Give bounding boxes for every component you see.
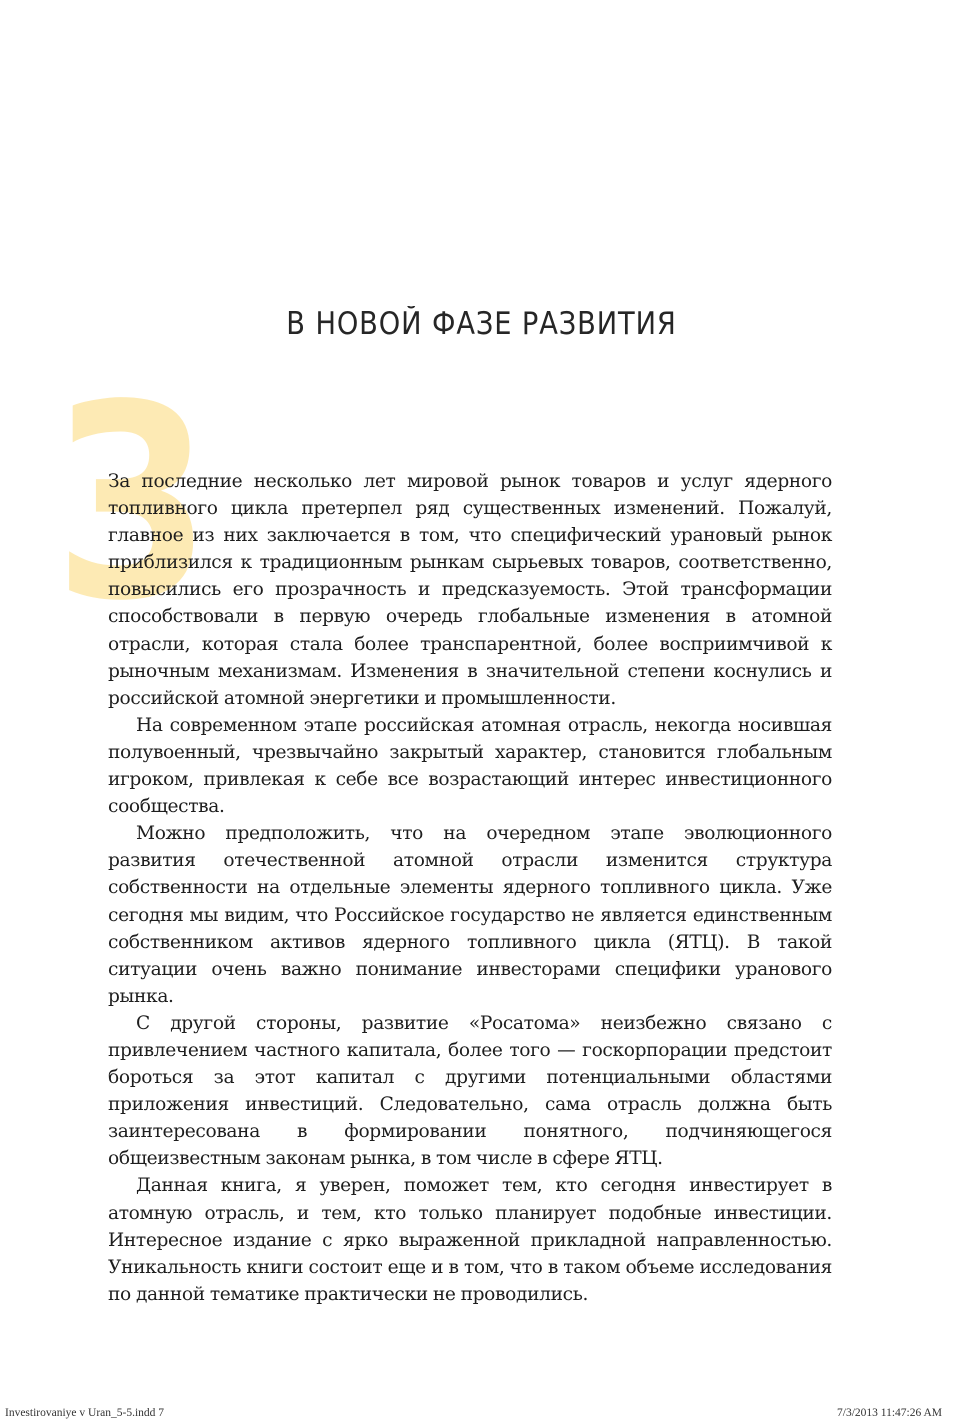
- paragraph: На современном этапе российская атомная отрасль, некогда носившая полувоенный, чрезвычайно закрытый характер, становится глобальным игроком, привлекая к себе все возрастающий интерес инвестиционного сообщества.: [108, 714, 832, 818]
- paragraph: Можно предположить, что на очередном этапе эволюционного развития отечественной атомной отрасли изменится структура собственности на отдельные элементы ядерного топливного цикла. Уже сегодня мы видим, что Российское государство не является единственным собственником активов ядерного топливного цикла (ЯТЦ). В такой ситуации очень важно понимание инвесторами специфики уранового рынка.: [108, 823, 832, 1007]
- paragraph: Данная книга, я уверен, поможет тем, кто сегодня инвестирует в атомную отрасль, и тем, кто только планирует подобные инвестиции. Интересное издание с ярко выраженной прикладной направленностью. Уникальность книги состоит еще и в том, что в таком объеме исследования по данной тематике практически не проводились.: [108, 1175, 832, 1305]
- paragraph: С другой стороны, развитие «Росатома» неизбежно связано с привлечением частного капитала, более того — госкорпорации предстоит бороться за этот капитал с другими потенциальными областями приложения инвестиций. Следовательно, сама отрасль должна быть заинтересована в формировании понятного, подчиняющегося общеизвестным законам рынка, в том числе в сфере ЯТЦ.: [108, 1012, 832, 1170]
- print-footer: [0, 1407, 963, 1423]
- page-title: В НОВОЙ ФАЗЕ РАЗВИТИЯ: [286, 306, 677, 342]
- footer-file-info: Investirovaniye v Uran_5-5.indd 7: [5, 1407, 165, 1419]
- footer-timestamp: 7/3/2013 11:47:26 AM: [837, 1407, 942, 1419]
- paragraph: За последние несколько лет мировой рынок товаров и услуг ядерного топливного цикла претерпел ряд существенных изменений. Пожалуй, главное из них заключается в том, что специфический урановый рынок приблизился к традиционным рынкам сырьевых товаров, соответственно, повысились его прозрачность и предсказуемость. Этой трансформации способствовали в первую очередь глобальные изменения в атомной отрасли, которая стала более транспарентной, более восприимчивой к рыночным механизмам. Изменения в значительной степени коснулись и российской атомной энергетики и промышленности.: [108, 471, 832, 709]
- drop-cap-letter: З: [55, 348, 208, 660]
- body-text: [108, 468, 832, 1308]
